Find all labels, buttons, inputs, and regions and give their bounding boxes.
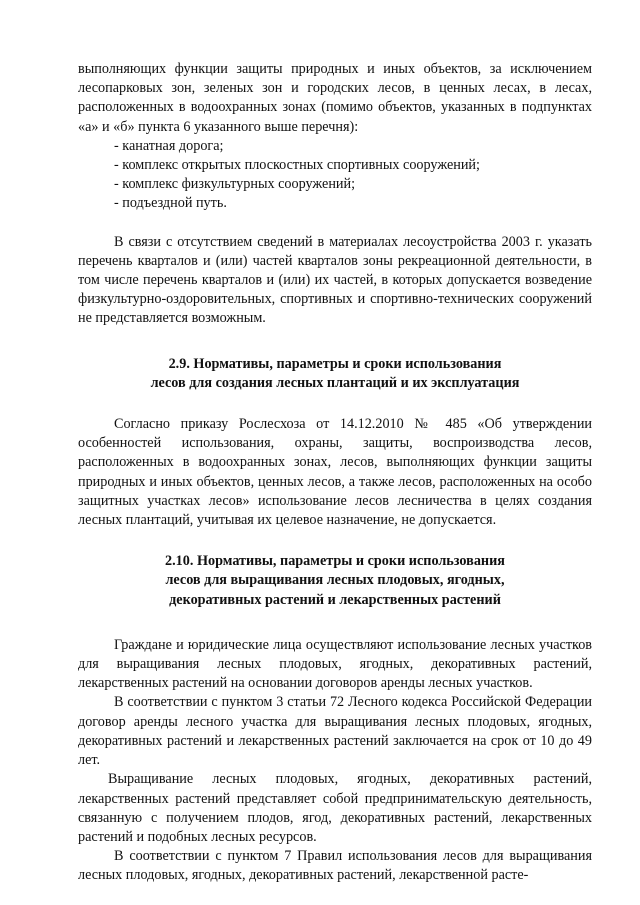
heading-line: лесов для создания лесных плантаций и их эксплуатация (150, 374, 520, 391)
list-item: - канатная дорога; (114, 137, 224, 154)
heading-line: лесов для выращивания лесных плодовых, ягодных, (165, 572, 505, 589)
section-2-9-heading (78, 355, 592, 393)
section-2-10-paragraph-3: Выращивание лесных плодовых, ягодных, декоративных растений, лекарственных растений представляет собой предпринимательскую деятельность, связанную с получением плодов, ягод, декоративных растений, лекарственных растений и подобных лесных ресурсов. (78, 771, 592, 845)
facility-list (114, 137, 592, 214)
section-2-9-paragraph: Согласно приказу Рослесхоза от 14.12.2010 № 485 «Об утверждении особенностей использования, охраны, защиты, воспроизводства лесов, расположенных в водоохранных зонах, лесов, выполняющих функции защиты природных и иных объектов, ценных лесов, а также лесов, расположенных на особо защитных участках лесов» использование лесов лесничества в целях создания лесных плантаций, учитывая их целевое назначение, не допускается. (78, 416, 592, 529)
list-item: - подъездной путь. (114, 195, 227, 212)
heading-line: 2.10. Нормативы, параметры и сроки использования (165, 553, 505, 570)
heading-line: 2.9. Нормативы, параметры и сроки использования (168, 355, 502, 372)
heading-line: декоративных растений и лекарственных растений (169, 591, 501, 608)
list-item: - комплекс физкультурных сооружений; (114, 176, 356, 193)
list-item: - комплекс открытых плоскостных спортивных сооружений; (114, 157, 480, 174)
intro-paragraph: выполняющих функции защиты природных и иных объектов, за исключением лесопарковых зон, зеленых зон и городских лесов, в ценных лесах, в лесах, расположенных в водоохранных зонах (помимо объектов, указанных в подпунктах «а» и «б» пункта 6 указанного выше перечня): (78, 61, 592, 135)
section-2-10-heading (78, 552, 592, 610)
document-page (78, 60, 592, 886)
section-2-10-paragraph-2: В соответствии с пунктом 3 статьи 72 Лесного кодекса Российской Федерации договор аренды лесного участка для выращивания лесных плодовых, ягодных, декоративных растений и лекарственных растений заключается на срок от 10 до 49 лет. (78, 694, 592, 769)
no-data-paragraph: В связи с отсутствием сведений в материалах лесоустройства 2003 г. указать перечень кварталов и (или) частей кварталов зоны рекреационной деятельности, в том числе перечень кварталов и (или) их частей, в которых допускается возведение физкультурно-оздоровительных, спортивных и спортивно-технических сооружений не представляется возможным. (78, 233, 592, 327)
section-2-10-paragraph-1: Граждане и юридические лица осуществляют использование лесных участков для выращивания лесных плодовых, ягодных, декоративных растений, лекарственных растений на основании договоров аренды лесных участков. (78, 636, 592, 692)
section-2-10-paragraph-4: В соответствии с пунктом 7 Правил использования лесов для выращивания лесных плодовых, ягодных, декоративных растений, лекарственной расте- (78, 848, 592, 884)
